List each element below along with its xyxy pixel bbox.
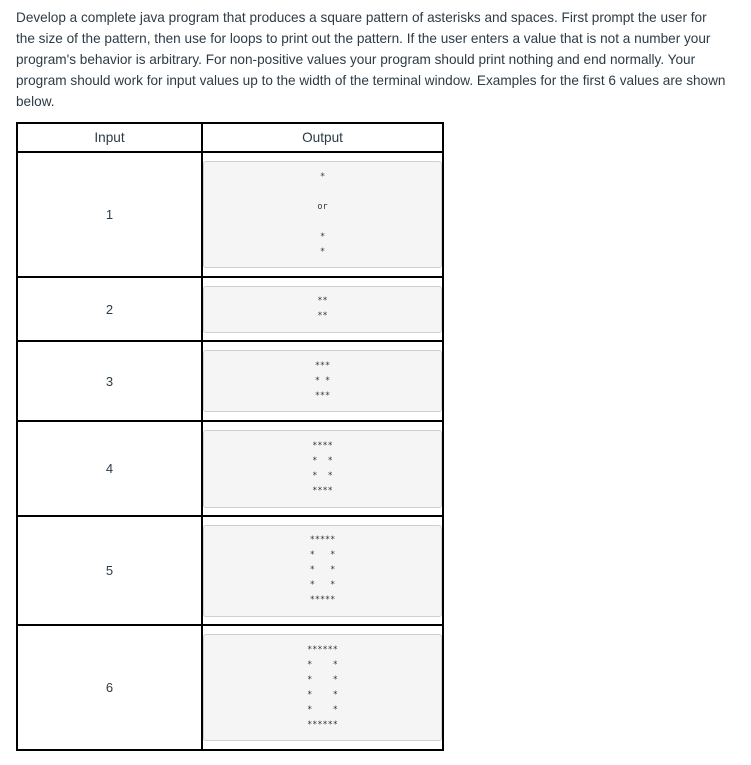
- pattern-line: ***: [314, 360, 331, 371]
- pattern-line: [204, 215, 441, 230]
- table-row: [17, 516, 443, 625]
- output-cell: [202, 152, 443, 277]
- output-pattern: [203, 350, 442, 412]
- pattern-line: * *: [312, 470, 333, 481]
- pattern-line: ****: [312, 440, 333, 451]
- table-row: [17, 277, 443, 341]
- output-cell: [202, 625, 443, 750]
- pattern-line: ***: [314, 390, 331, 401]
- pattern-line: * *: [307, 674, 338, 685]
- pattern-line: **: [317, 296, 328, 306]
- input-column-header: Input: [17, 123, 202, 152]
- output-cell: [202, 277, 443, 341]
- pattern-line: * *: [307, 689, 338, 700]
- table-row: [17, 152, 443, 277]
- output-pattern: [203, 634, 442, 741]
- problem-description: Develop a complete java program that produces a square pattern of asterisks and spaces. First prompt the user for the size of the pattern, then use for loops to print out the pattern. If the user enters a value that is not a number your program's behavior is arbitrary. For non-positive values your program should print nothing and end normally. Your program should work for input values up to the width of the terminal window. Examples for the first 6 values are shown below.: [16, 10, 726, 109]
- output-column-header: Output: [202, 123, 443, 152]
- pattern-line: * *: [314, 375, 331, 386]
- output-cell: [202, 421, 443, 516]
- pattern-line: * *: [309, 565, 336, 575]
- pattern-line: * *: [309, 550, 336, 560]
- output-pattern: [203, 430, 442, 508]
- pattern-line: **: [317, 311, 328, 321]
- input-value: 5: [17, 516, 202, 625]
- input-value: 3: [17, 341, 202, 421]
- table-row: [17, 341, 443, 421]
- pattern-line: ****: [312, 485, 333, 496]
- pattern-line: or: [317, 201, 328, 212]
- output-pattern: [203, 525, 442, 617]
- table-row: [17, 625, 443, 750]
- pattern-line: *****: [309, 535, 336, 545]
- pattern-line: *: [319, 231, 326, 242]
- input-value: 4: [17, 421, 202, 516]
- header-row: [17, 123, 443, 152]
- input-value: 2: [17, 277, 202, 341]
- pattern-line: *: [319, 171, 326, 182]
- pattern-line: * *: [309, 580, 336, 590]
- output-pattern: [203, 161, 442, 268]
- pattern-line: ******: [307, 644, 338, 655]
- pattern-line: * *: [307, 659, 338, 670]
- examples-table: [16, 122, 444, 751]
- pattern-line: * *: [307, 704, 338, 715]
- output-cell: [202, 341, 443, 421]
- output-cell: [202, 516, 443, 625]
- pattern-line: ******: [307, 719, 338, 730]
- pattern-line: [204, 185, 441, 200]
- input-value: 1: [17, 152, 202, 277]
- table-row: [17, 421, 443, 516]
- output-pattern: [203, 286, 442, 333]
- pattern-line: *: [319, 246, 326, 257]
- pattern-line: *****: [309, 595, 336, 605]
- input-value: 6: [17, 625, 202, 750]
- pattern-line: * *: [312, 455, 333, 466]
